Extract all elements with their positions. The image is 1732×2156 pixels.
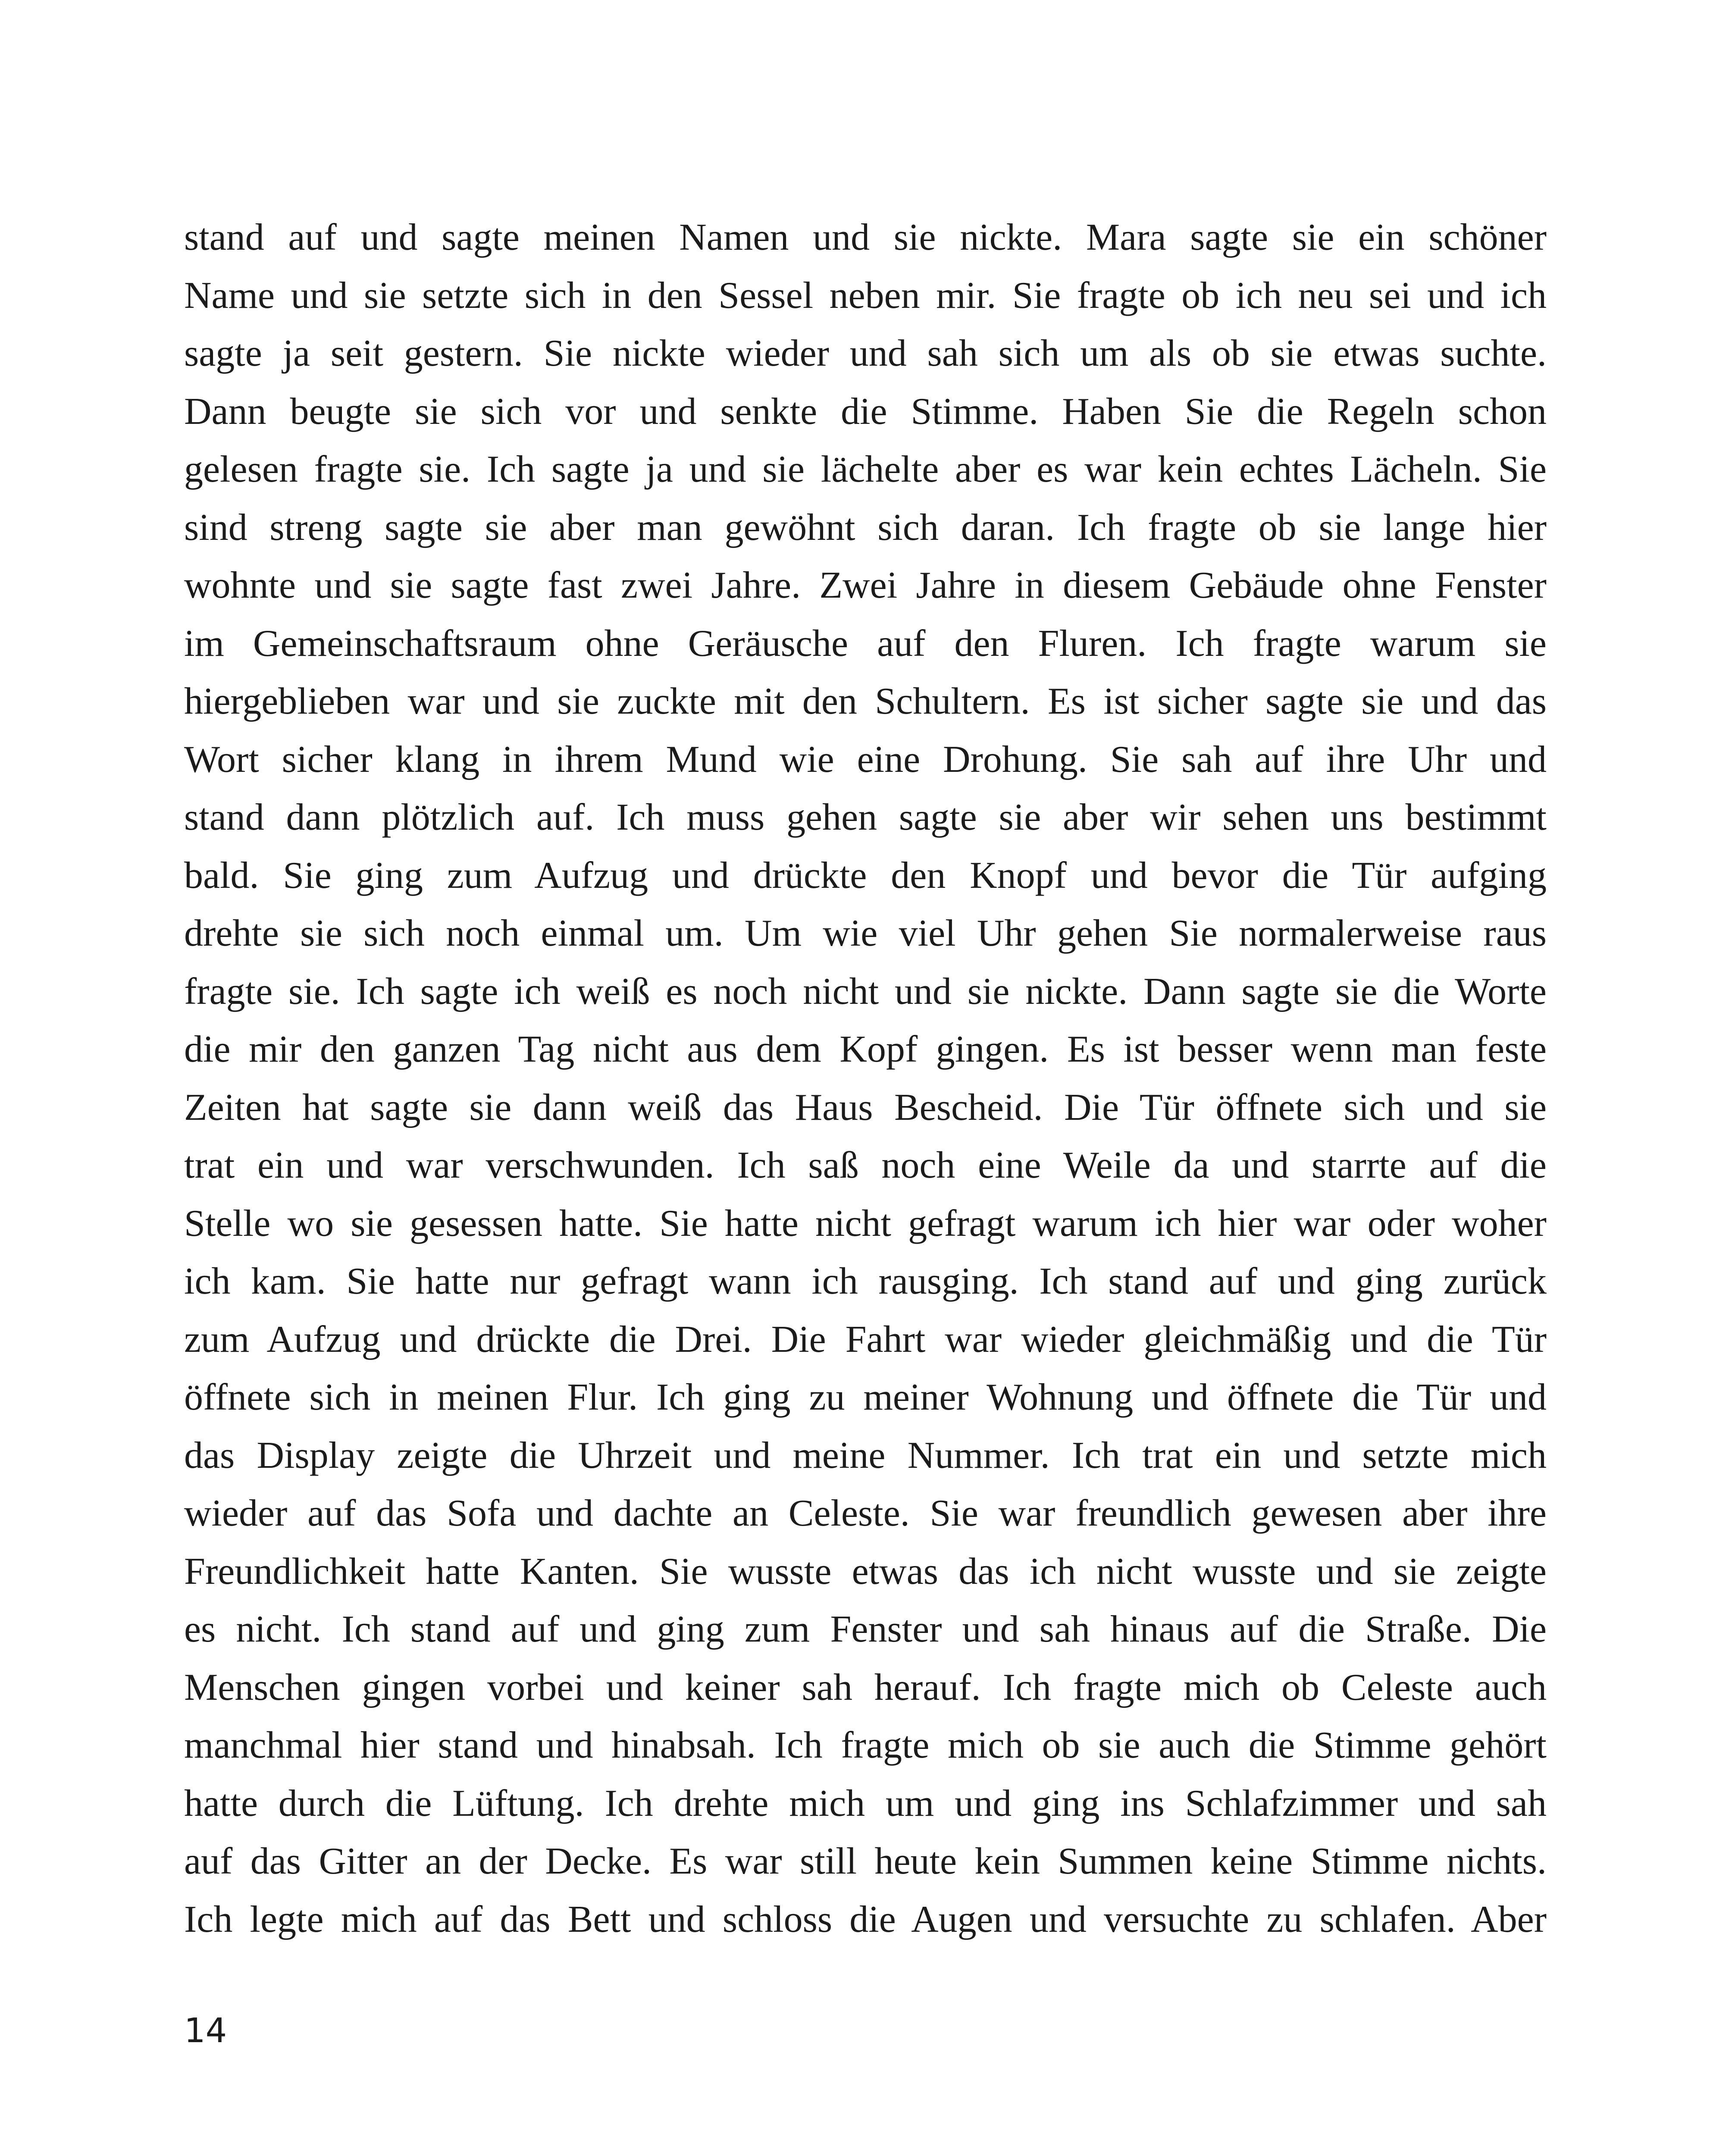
text-line: Dann beugte sie sich vor und senkte die Stimme. Haben Sie die Regeln schon [184, 390, 1547, 432]
text-line: sind streng sagte sie aber man gewöhnt sich daran. Ich fragte ob sie lange hier [184, 506, 1547, 548]
text-line: stand dann plötzlich auf. Ich muss gehen sagte sie aber wir sehen uns bestimmt [184, 796, 1547, 838]
text-line: trat ein und war verschwunden. Ich saß noch eine Weile da und starrte auf die [184, 1144, 1547, 1186]
text-line: zum Aufzug und drückte die Drei. Die Fahrt war wieder gleichmäßig und die Tür [184, 1318, 1547, 1360]
text-line: fragte sie. Ich sagte ich weiß es noch nicht und sie nickte. Dann sagte sie die Worte [184, 970, 1547, 1012]
text-line: das Display zeigte die Uhrzeit und meine Nummer. Ich trat ein und setzte mich [184, 1434, 1547, 1476]
text-line: hiergeblieben war und sie zuckte mit den Schultern. Es ist sicher sagte sie und das [184, 680, 1547, 722]
text-line: drehte sie sich noch einmal um. Um wie viel Uhr gehen Sie normalerweise raus [184, 912, 1547, 954]
text-line: sagte ja seit gestern. Sie nickte wieder und sah sich um als ob sie etwas suchte. [184, 332, 1547, 374]
text-line: stand auf und sagte meinen Namen und sie nickte. Mara sagte sie ein schöner [184, 216, 1547, 258]
text-line: die mir den ganzen Tag nicht aus dem Kopf gingen. Es ist besser wenn man feste [184, 1028, 1547, 1070]
text-line: manchmal hier stand und hinabsah. Ich fragte mich ob sie auch die Stimme gehört [184, 1724, 1547, 1766]
text-line: Ich legte mich auf das Bett und schloss die Augen und versuchte zu schlafen. Aber [184, 1898, 1547, 1940]
text-line: gelesen fragte sie. Ich sagte ja und sie lächelte aber es war kein echtes Lächeln. Sie [184, 448, 1547, 490]
text-line: Freundlichkeit hatte Kanten. Sie wusste etwas das ich nicht wusste und sie zeigte [184, 1550, 1547, 1592]
text-line: auf das Gitter an der Decke. Es war still heute kein Summen keine Stimme nichts. [184, 1840, 1547, 1882]
text-line: Menschen gingen vorbei und keiner sah herauf. Ich fragte mich ob Celeste auch [184, 1666, 1547, 1708]
text-line: wohnte und sie sagte fast zwei Jahre. Zwei Jahre in diesem Gebäude ohne Fenster [184, 564, 1547, 606]
text-line: wieder auf das Sofa und dachte an Celeste. Sie war freundlich gewesen aber ihre [184, 1492, 1547, 1534]
text-line: im Gemeinschaftsraum ohne Geräusche auf den Fluren. Ich fragte warum sie [184, 622, 1547, 664]
text-line: Wort sicher klang in ihrem Mund wie eine Drohung. Sie sah auf ihre Uhr und [184, 738, 1547, 780]
text-line: öffnete sich in meinen Flur. Ich ging zu meiner Wohnung und öffnete die Tür und [184, 1376, 1547, 1418]
text-line: es nicht. Ich stand auf und ging zum Fenster und sah hinaus auf die Straße. Die [184, 1608, 1547, 1650]
page-number: 14 [184, 2012, 227, 2050]
text-line: bald. Sie ging zum Aufzug und drückte den Knopf und bevor die Tür aufging [184, 854, 1547, 896]
text-line: Name und sie setzte sich in den Sessel neben mir. Sie fragte ob ich neu sei und ich [184, 274, 1547, 317]
text-line: Stelle wo sie gesessen hatte. Sie hatte nicht gefragt warum ich hier war oder woher [184, 1202, 1547, 1244]
text-line: hatte durch die Lüftung. Ich drehte mich um und ging ins Schlafzimmer und sah [184, 1782, 1547, 1824]
body-text [184, 209, 1547, 1949]
text-line: Zeiten hat sagte sie dann weiß das Haus Bescheid. Die Tür öffnete sich und sie [184, 1086, 1547, 1128]
text-line: ich kam. Sie hatte nur gefragt wann ich rausging. Ich stand auf und ging zurück [184, 1260, 1547, 1302]
